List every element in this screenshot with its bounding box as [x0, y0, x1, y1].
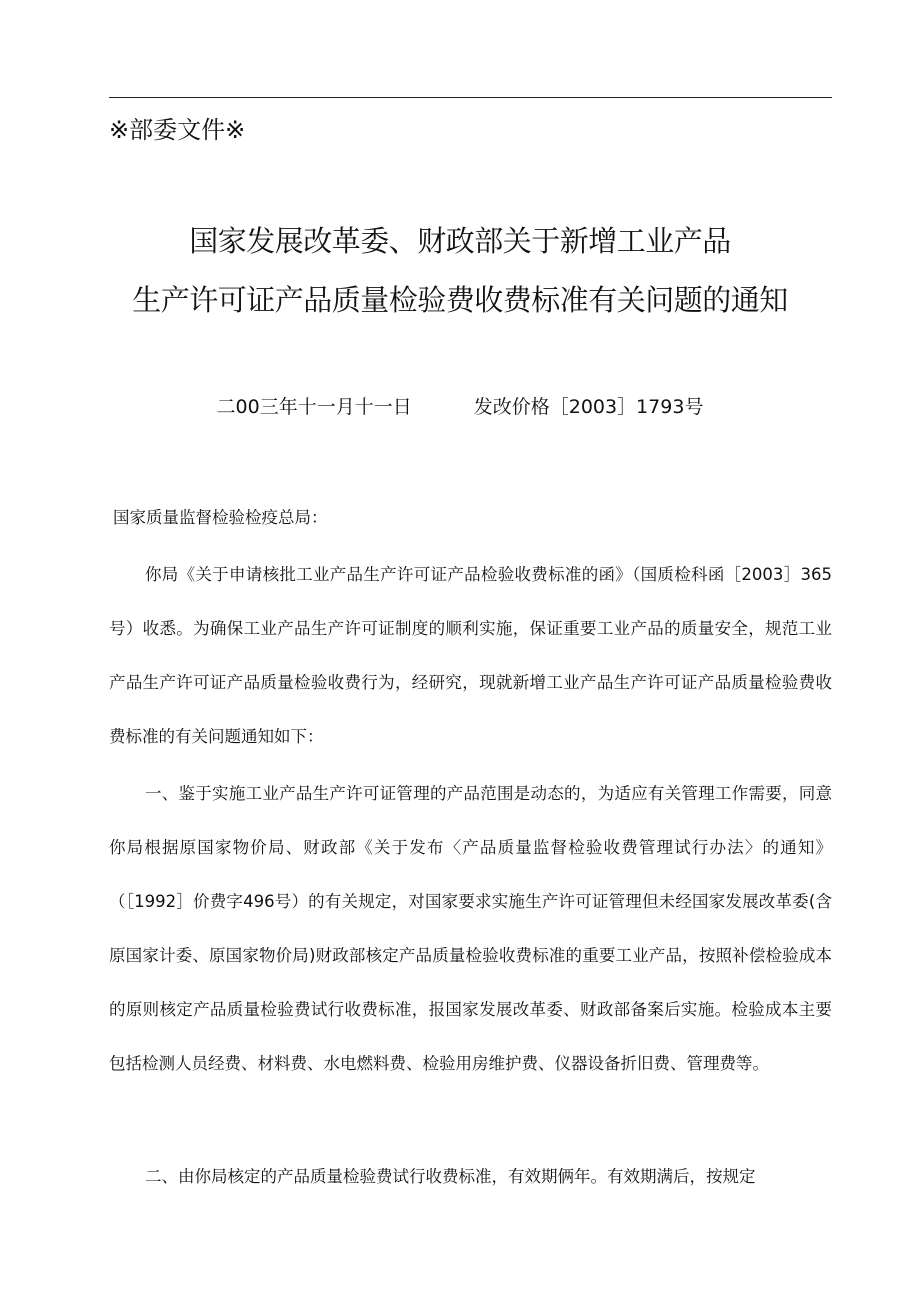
paragraph-2: 一、鉴于实施工业产品生产许可证管理的产品范围是动态的，为适应有关管理工作需要，同意你局根据原国家物价局、财政部《关于发布〈产品质量监督检验收费管理试行办法〉的通知》（［1992］价费字496号）的有关规定，对国家要求实施生产许可证管理但未经国家发展改革委(含原国家计委、原国家物价局)财政部核定产品质量检验收费标准的重要工业产品，按照补偿检验成本的原则核定产品质量检验费试行收费标准，报国家发展改革委、财政部备案后实施。检验成本主要包括检测人员经费、材料费、水电燃料费、检验用房维护费、仪器设备折旧费、管理费等。 [109, 784, 832, 1073]
dateline [0, 392, 920, 422]
document-title-line-2: 生产许可证产品质量检验费收费标准有关问题的通知 [132, 283, 788, 317]
paragraph-3: 二、由你局核定的产品质量检验费试行收费标准，有效期俩年。有效期满后，按规定 [145, 1167, 756, 1186]
addressee: 国家质量监督检验检疫总局： [113, 508, 328, 527]
paragraph-1: 你局《关于申请核批工业产品生产许可证产品检验收费标准的函》（国质检科函［2003］365号）收悉。为确保工业产品生产许可证制度的顺利实施，保证重要工业产品的质量安全，规范工业产品生产许可证产品质量检验收费行为，经研究，现就新增工业产品生产许可证产品质量检验费收费标准的有关问题通知如下： [109, 565, 832, 746]
document-title-line-1: 国家发展改革委、财政部关于新增工业产品 [189, 224, 731, 258]
section-label: ※部委文件※ [109, 116, 246, 144]
top-rule [109, 97, 832, 98]
document-number: 发改价格［2003］1793号 [473, 396, 704, 418]
document-date: 二00三年十一月十一日 [216, 396, 412, 418]
